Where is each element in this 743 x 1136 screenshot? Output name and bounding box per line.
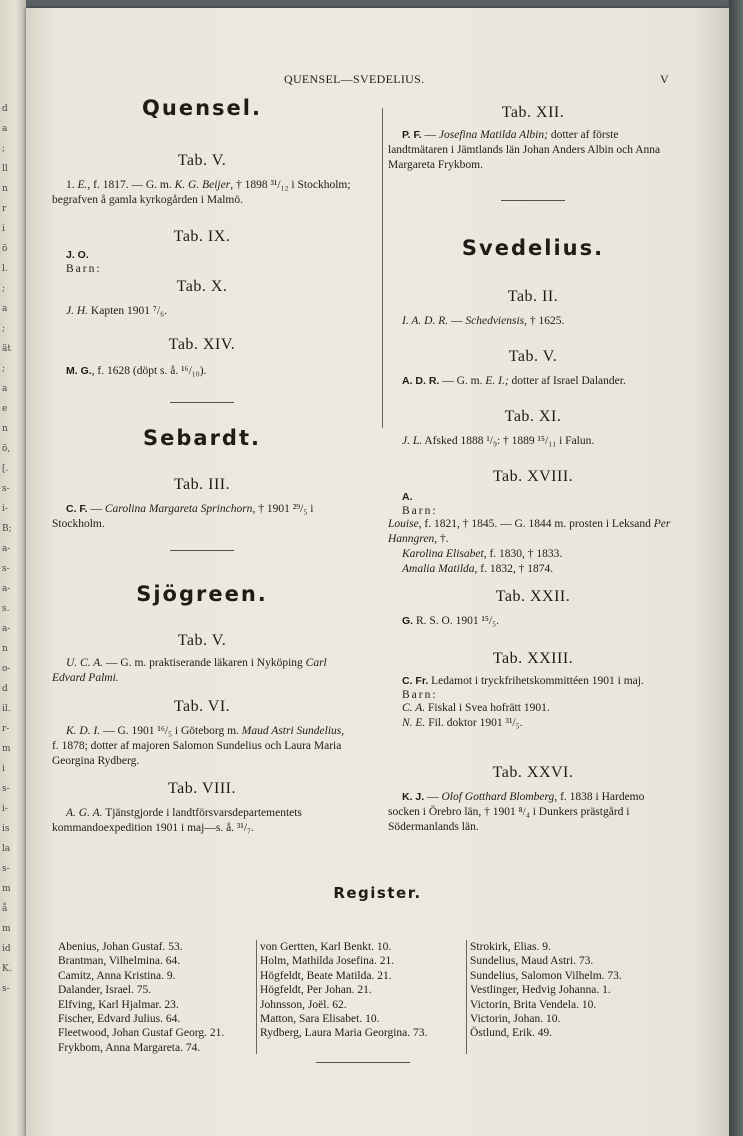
register-entry: Fleetwood, Johan Gustaf Georg. 21.: [58, 1027, 225, 1040]
child-entry: Karolina Elisabet, f. 1830, † 1833.: [402, 548, 563, 560]
register-divider: [256, 940, 257, 1054]
register-entry: Fischer, Edvard Julius. 64.: [58, 1013, 181, 1026]
column-divider: [382, 108, 383, 428]
child-entry: Amalia Matilda, f. 1832, † 1874.: [402, 563, 554, 575]
edge-fragment: a-: [2, 624, 11, 634]
child-entry: N. E. Fil. doktor 1901 ³¹/₅.: [402, 717, 523, 729]
section-rule: [170, 550, 234, 551]
edge-fragment: is: [2, 824, 10, 834]
edge-fragment: m: [2, 884, 11, 894]
register-entry: von Gertten, Karl Benkt. 10.: [260, 941, 392, 953]
child-entry: Louise, f. 1821, † 1845. — G. 1844 m. prosten i Leksand Per Hanngren, †.: [388, 518, 671, 545]
edge-fragment: ll: [2, 164, 8, 174]
edge-fragment: n: [2, 644, 8, 654]
edge-fragment: a: [2, 304, 8, 314]
register-entry: Strokirk, Elias. 9.: [470, 941, 551, 953]
adjacent-page-edge: [0, 0, 26, 1136]
edge-fragment: i: [2, 764, 5, 774]
children-label: Barn:: [402, 505, 438, 517]
edge-fragment: ;: [2, 144, 6, 154]
register-entry: Camitz, Anna Kristina. 9.: [58, 969, 176, 982]
edge-fragment: s.: [2, 604, 10, 614]
edge-fragment: a: [2, 124, 8, 134]
tab-heading: Tab. V.: [508, 348, 558, 365]
entry-text: J. H. Kapten 1901 ⁷/₆.: [66, 305, 167, 317]
edge-fragment: r: [2, 204, 7, 214]
edge-fragment: a-: [2, 544, 11, 554]
tab-heading: Tab. XII.: [501, 104, 565, 121]
edge-fragment: n: [2, 184, 8, 194]
register-entry: Brantman, Vilhelmina. 64.: [58, 955, 181, 968]
tab-heading: Tab. XXVI.: [492, 764, 574, 781]
register-entry: Victorin, Johan. 10.: [470, 1013, 561, 1026]
edge-fragment: s-: [2, 564, 10, 574]
register-entry: Dalander, Israel. 75.: [58, 984, 152, 997]
register-column-3: [470, 940, 622, 1041]
entry-text: C. Fr. Ledamot i tryckfrihetskommittéen 1901 i maj.: [402, 675, 644, 687]
edge-fragment: l.: [2, 264, 8, 274]
tab-heading: Tab. XXII.: [495, 588, 571, 605]
edge-fragment: s-: [2, 484, 10, 494]
tab-heading: Tab. XXIII.: [492, 650, 574, 667]
tab-heading: Tab. VIII.: [167, 780, 236, 797]
edge-fragment: id: [2, 944, 11, 954]
entry-text: C. F. — Carolina Margareta Sprinchorn, † 1901 ²⁹/₅ i Stockholm.: [52, 503, 314, 530]
register-entry: Östlund, Erik. 49.: [470, 1027, 553, 1040]
tab-heading: Tab. V.: [177, 152, 227, 169]
register-entry: Högfeldt, Per Johan. 21.: [260, 984, 372, 997]
family-heading-sjogreen: Sjögreen.: [136, 582, 268, 606]
entry-text: J. L. Afsked 1888 ¹/₉: † 1889 ¹⁵/₁₁ i Falun.: [402, 435, 595, 447]
edge-fragment: i-: [2, 804, 8, 814]
entry-text: K. D. I. — G. 1901 ¹⁶/₅ i Göteborg m. Maud Astri Sundelius, f. 1878; dotter af majoren Salomon Sundelius och Laura Maria Georgina Rydberg.: [52, 725, 345, 767]
scan-background-edge: [729, 0, 743, 1136]
edge-fragment: B;: [2, 524, 12, 534]
register-entry: Holm, Mathilda Josefina. 21.: [260, 955, 395, 968]
tab-heading: Tab. II.: [507, 288, 559, 305]
entry-text: M. G., f. 1628 (döpt s. å. ¹⁶/₁₀).: [66, 365, 207, 377]
entry-text: U. C. A. — G. m. praktiserande läkaren i Nyköping Carl Edvard Palmi.: [52, 657, 327, 684]
section-rule: [501, 200, 565, 201]
edge-fragment: i: [2, 224, 5, 234]
register-entry: Frykbom, Anna Margareta. 74.: [58, 1041, 201, 1054]
entry-text: J. O.: [66, 249, 89, 261]
family-heading-sebardt: Sebardt.: [143, 426, 261, 450]
entry-text: K. J. — Olof Gotthard Blomberg, f. 1838 i Hardemo socken i Örebro län, † 1901 ⁸/₄ i Dunkers prästgård i Södermanlands län.: [388, 791, 645, 833]
register-entry: Sundelius, Salomon Vilhelm. 73.: [470, 969, 622, 982]
register-entry: Sundelius, Maud Astri. 73.: [470, 955, 594, 968]
edge-fragment: K.: [2, 964, 12, 974]
entry-text: P. F. — Josefina Matilda Albin; dotter af förste landtmätaren i Jämtlands län Johan Anders Albin och Anna Margareta Frykbom.: [388, 129, 661, 171]
edge-fragment: m: [2, 744, 11, 754]
tab-heading: Tab. V.: [177, 632, 227, 649]
register-column-1: [58, 940, 224, 1055]
entry-text: G. R. S. O. 1901 ¹⁵/₅.: [402, 615, 500, 627]
register-entry: Victorin, Brita Vendela. 10.: [470, 998, 597, 1011]
book-page: [26, 8, 729, 1136]
edge-fragment: ;: [2, 364, 6, 374]
edge-fragment: a: [2, 384, 8, 394]
edge-fragment: ;: [2, 324, 6, 334]
entry-text: A. G. A. Tjänstgjorde i landtförsvarsdepartementets kommandoexpedition 1901 i maj—s. å. ³¹/₇.: [52, 807, 302, 834]
edge-fragment: [.: [2, 464, 9, 474]
section-rule: [170, 402, 234, 403]
tab-heading: Tab. XIV.: [168, 336, 236, 353]
edge-fragment: la: [2, 844, 11, 854]
register-entry: Abenius, Johan Gustaf. 53.: [58, 941, 183, 953]
children-label: Barn:: [66, 263, 102, 275]
edge-fragment: e: [2, 404, 8, 414]
page-number: V: [660, 72, 669, 86]
edge-fragment: ät: [2, 344, 11, 354]
register-heading: Register.: [333, 884, 422, 902]
edge-fragment: i-: [2, 504, 8, 514]
register-divider: [466, 940, 467, 1054]
edge-fragment: il.: [2, 704, 11, 714]
register-entry: Elfving, Karl Hjalmar. 23.: [58, 998, 179, 1011]
edge-fragment: n: [2, 424, 8, 434]
edge-fragment: a-: [2, 584, 11, 594]
edge-fragment: ö: [2, 244, 8, 254]
edge-fragment: å: [2, 904, 8, 914]
register-entry: Högfeldt, Beate Matilda. 21.: [260, 969, 392, 982]
register-entry: Rydberg, Laura Maria Georgina. 73.: [260, 1027, 428, 1040]
entry-text: A. D. R. — G. m. E. I.; dotter af Israel Dalander.: [402, 375, 626, 387]
tab-heading: Tab. X.: [176, 278, 228, 295]
tab-heading: Tab. VI.: [173, 698, 231, 715]
edge-fragment: s-: [2, 984, 10, 994]
entry-text: A.: [402, 491, 413, 503]
edge-fragment: o-: [2, 664, 11, 674]
running-title: QUENSEL—SVEDELIUS.: [284, 72, 425, 86]
edge-fragment: r-: [2, 724, 10, 734]
tab-heading: Tab. XVIII.: [492, 468, 574, 485]
entry-text: I. A. D. R. — Schedviensis, † 1625.: [402, 315, 565, 327]
entry-text: 1. E., f. 1817. — G. m. K. G. Beijer, † 1898 ³¹/₁₂ i Stockholm; begrafven å gamla kyrkogården i Malmö.: [52, 179, 351, 206]
child-entry: C. A. Fiskal i Svea hofrätt 1901.: [402, 702, 550, 714]
register-entry: Vestlinger, Hedvig Johanna. 1.: [470, 984, 611, 997]
tab-heading: Tab. IX.: [173, 228, 231, 245]
family-heading-quensel: Quensel.: [142, 96, 262, 120]
closing-rule: [316, 1062, 410, 1063]
edge-fragment: s-: [2, 784, 10, 794]
edge-fragment: s-: [2, 864, 10, 874]
children-label: Barn:: [402, 689, 438, 701]
register-entry: Matton, Sara Elisabet. 10.: [260, 1013, 380, 1026]
edge-fragment: m: [2, 924, 11, 934]
family-heading-svedelius: Svedelius.: [461, 236, 605, 260]
tab-heading: Tab. XI.: [504, 408, 562, 425]
edge-fragment: d: [2, 104, 8, 114]
register-column-2: [260, 940, 427, 1041]
register-entry: Johnsson, Joël. 62.: [260, 998, 347, 1011]
edge-fragment: ö,: [2, 444, 11, 454]
edge-fragment: d: [2, 684, 8, 694]
edge-fragment: ;: [2, 284, 6, 294]
tab-heading: Tab. III.: [173, 476, 231, 493]
